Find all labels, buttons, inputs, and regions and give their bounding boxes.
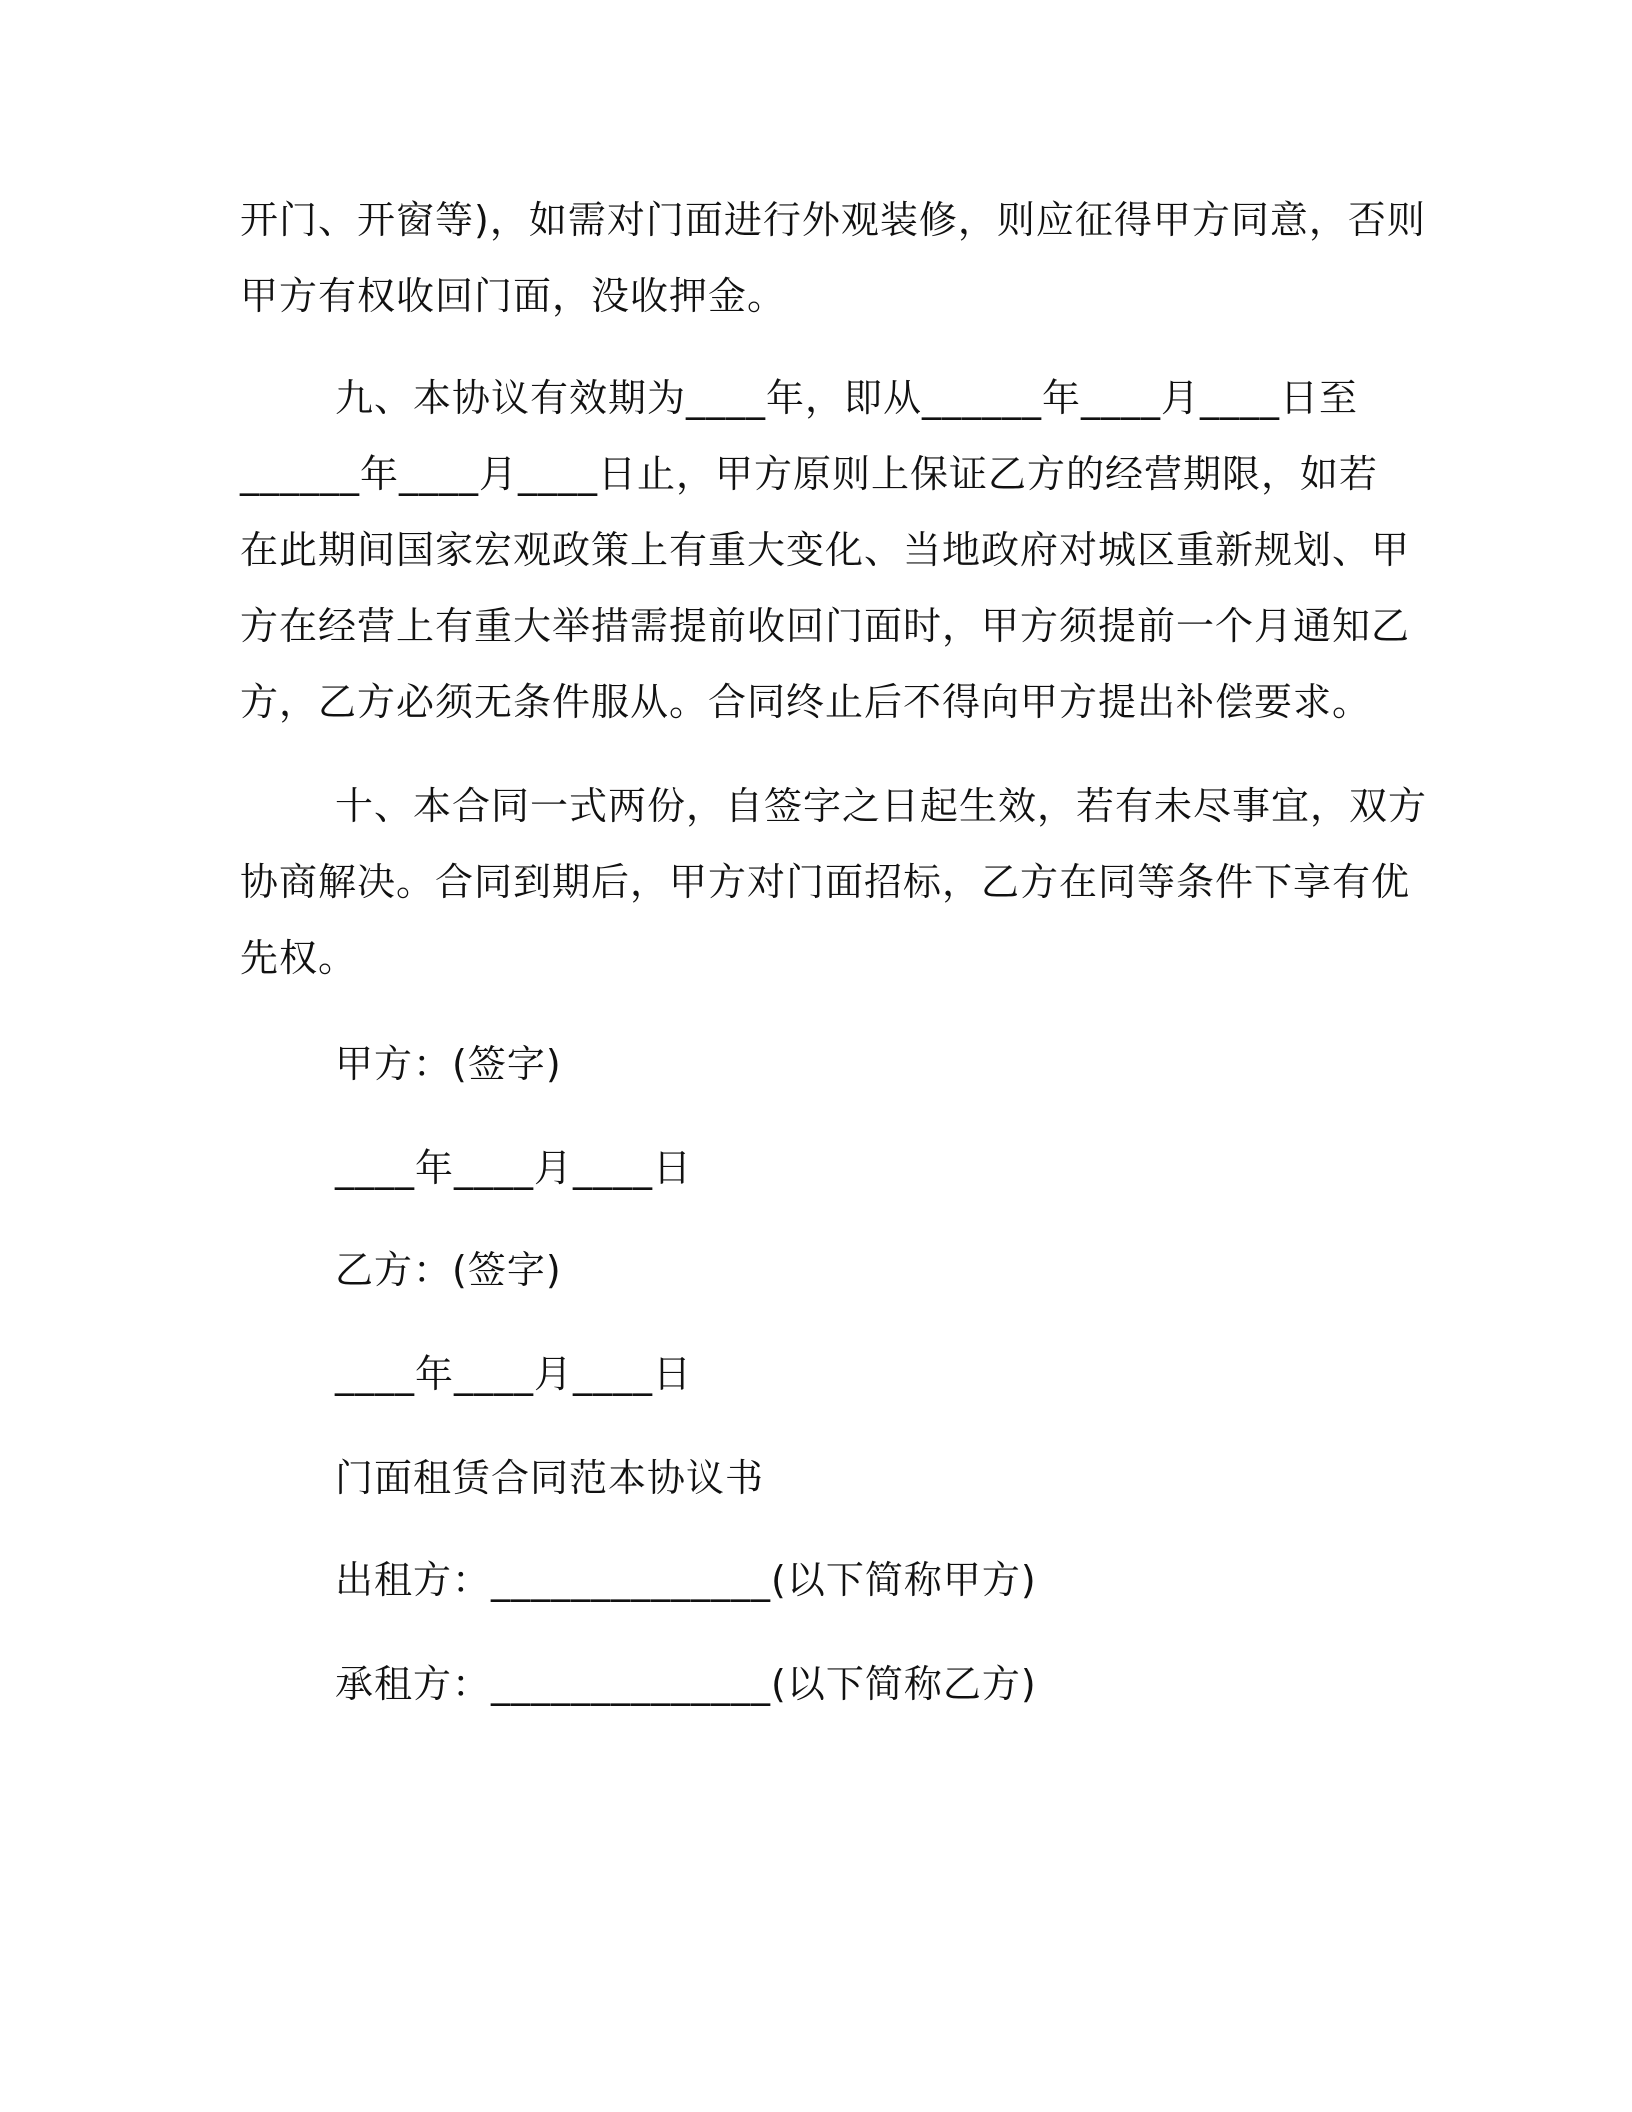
lessee-line: 承租方：______________(以下简称乙方) <box>335 1662 1037 1706</box>
paragraph-10-line-1: 十、本合同一式两份，自签字之日起生效，若有未尽事宜，双方 <box>335 784 1428 828</box>
lessor-line: 出租方：______________(以下简称甲方) <box>335 1558 1037 1602</box>
next-document-title: 门面租赁合同范本协议书 <box>335 1456 765 1500</box>
party-a-date: ____年____月____日 <box>335 1146 693 1190</box>
paragraph-8-line-2: 甲方有权收回门面，没收押金。 <box>240 274 787 318</box>
party-b-signature: 乙方：(签字) <box>335 1248 562 1292</box>
paragraph-9-line-1: 九、本协议有效期为____年，即从______年____月____日至 <box>335 376 1359 420</box>
paragraph-9-line-2: ______年____月____日止，甲方原则上保证乙方的经营期限，如若 <box>240 452 1379 496</box>
paragraph-10-line-3: 先权。 <box>240 936 358 980</box>
paragraph-10-line-2: 协商解决。合同到期后，甲方对门面招标，乙方在同等条件下享有优 <box>240 860 1411 904</box>
party-a-signature: 甲方：(签字) <box>335 1042 562 1086</box>
paragraph-8-line-1: 开门、开窗等)，如需对门面进行外观装修，则应征得甲方同意，否则 <box>240 198 1426 242</box>
party-b-date: ____年____月____日 <box>335 1352 693 1396</box>
paragraph-9-line-5: 方，乙方必须无条件服从。合同终止后不得向甲方提出补偿要求。 <box>240 680 1372 724</box>
paragraph-9-line-3: 在此期间国家宏观政策上有重大变化、当地政府对城区重新规划、甲 <box>240 528 1411 572</box>
paragraph-9-line-4: 方在经营上有重大举措需提前收回门面时，甲方须提前一个月通知乙 <box>240 604 1411 648</box>
